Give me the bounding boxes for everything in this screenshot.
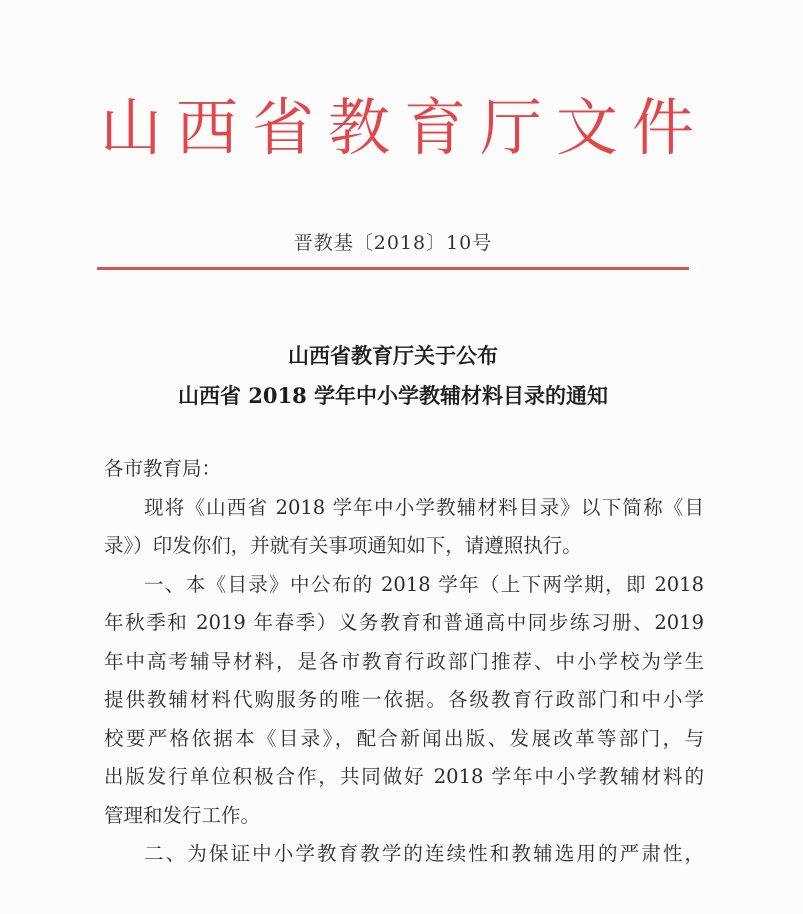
issuer-header: 山西省教育厅文件: [100, 91, 709, 164]
body-line: 提供教辅材料代购服务的唯一依据。各级教育行政部门和中小学: [104, 688, 704, 711]
body-line: 录》）印发你们，并就有关事项通知如下，请遵照执行。: [104, 534, 582, 557]
body-line: 年中高考辅导材料，是各市教育行政部门推荐、中小学校为学生: [104, 649, 704, 673]
document-title-line-1: 山西省教育厅关于公布: [288, 343, 498, 368]
body-line: 现将《山西省 2018 学年中小学教辅材料目录》以下简称《目: [144, 495, 704, 519]
document-body: [104, 450, 704, 874]
salutation: 各市教育局：: [104, 457, 222, 480]
body-line: 管理和发行工作。: [104, 803, 261, 827]
body-line: 二、为保证中小学教育教学的连续性和教辅选用的严肃性，: [144, 842, 704, 865]
document-number: 晋教基〔2018〕10号: [293, 232, 493, 254]
body-line: 出版发行单位积极合作，共同做好 2018 学年中小学教辅材料的: [104, 765, 704, 788]
body-line: 校要严格依据本《目录》，配合新闻出版、发展改革等部门，与: [104, 726, 704, 750]
document-title-line-2: 山西省 2018 学年中小学教辅材料目录的通知: [177, 383, 609, 408]
red-divider: [97, 267, 689, 270]
body-line: 一、本《目录》中公布的 2018 学年（上下两学期，即 2018: [144, 572, 704, 596]
body-line: 年秋季和 2019 年春季）义务教育和普通高中同步练习册、2019: [104, 611, 704, 634]
